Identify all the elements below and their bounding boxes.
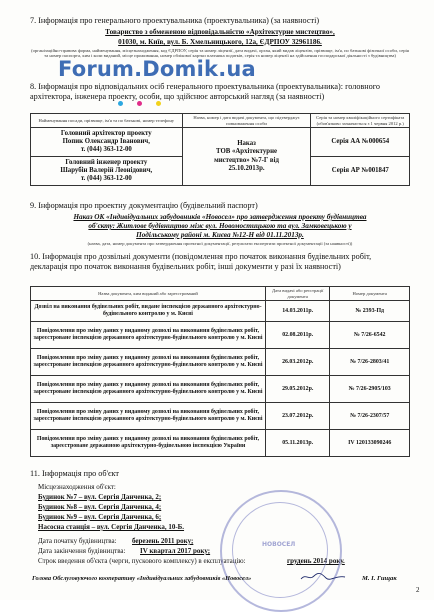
building-9: Будинок №9 – вул. Сергія Данченка, 6; <box>38 513 162 521</box>
section-10-heading: 10. Інформація про дозвільні документи (повідомлення про початок виконання будівельних робіт, декларація про початок виконання будівельних робіт, інші документи у разі їх наявності) <box>30 252 372 271</box>
color-dots <box>118 93 175 111</box>
permit-name: Повідомлення про зміну даних у виданому дозволі на виконання будівельних робіт, зареєстроване інспекцією державного архітектурно-будівельного контролю у м. Києві <box>31 376 266 403</box>
section-8-heading: 8. Інформація про відповідальних осіб генерального проектувальника (проектувальника): головного архітектора, інженера проекту, особи, що здійснює авторський нагляд (за наявності) <box>30 82 381 101</box>
page-number: 2 <box>416 586 420 594</box>
person-1-role: Головний архітектор проекту <box>60 129 152 137</box>
start-date-value: березень 2011 року; <box>132 537 194 545</box>
designer-address: 01030, м. Київ, вул. Б. Хмельницького, 12а, ЄДРПОУ 32961186. <box>118 38 322 46</box>
person-1-cell <box>31 128 183 157</box>
cert-1-cell: Серія АА №000654 <box>311 128 410 157</box>
end-date-label: Дата закінчення будівництва: <box>38 547 126 555</box>
permit-number: № 7/26-2307/57 <box>330 403 410 430</box>
permit-name: Повідомлення про зміну даних у виданому дозволі на виконання будівельних робіт, зареєстроване державною архітектурно-будівельною інспекцією України <box>31 430 266 457</box>
section-11-heading: 11. Інформація про об'єкт <box>30 469 119 478</box>
permit-name: Повідомлення про зміну даних у виданому дозволі на виконання будівельних робіт, зареєстроване інспекцією державного архітектурно-будівельного контролю у м. Києві <box>31 322 266 349</box>
section-9-heading: 9. Інформація про проектну документацію (будівельний паспорт) <box>30 201 258 210</box>
table-row <box>31 403 410 430</box>
table-row <box>31 430 410 457</box>
permit-name: Повідомлення про зміну даних у виданому дозволі на виконання будівельних робіт, зареєстроване інспекцією державного архітектурно-будівельного контролю у м. Києві <box>31 403 266 430</box>
permit-date: 14.03.2011р. <box>265 301 329 322</box>
order-line-3: мистецтво» №7-Г від <box>214 156 279 164</box>
person-2-phone: т. (044) 363-12-00 <box>80 175 132 183</box>
order-line-2: ТОВ «Архітектурне <box>216 148 278 156</box>
permits-header-name: Назва документа, ким виданий або зареєстрований <box>31 287 266 301</box>
section-7-heading: 7. Інформація про генерального проектувальника (проектувальника) (за наявності) <box>30 16 320 25</box>
person-1-phone: т. (044) 363-12-00 <box>80 146 132 154</box>
commissioning-label: Строк введення об'єкта (черги, пускового комплексу) в експлуатацію: <box>38 557 246 565</box>
project-doc-line-1: Наказ ОК «Індивідуальних забудовників «Новосел» про затвердження проекту будівництва <box>73 213 367 221</box>
permits-table <box>30 286 410 457</box>
person-2-role: Головний інженер проекту <box>65 158 148 166</box>
permit-date: 26.03.2012р. <box>265 349 329 376</box>
permit-number: № 7/26-6542 <box>330 322 410 349</box>
commissioning-value: грудень 2014 року. <box>287 557 345 565</box>
appointment-order-cell <box>182 128 311 186</box>
signature-line: Голова Обслуговуючого кооперативу «Індивідуальних забудовників «Новосел» <box>32 575 252 582</box>
location-label: Місцезнаходження об'єкт: <box>38 483 116 491</box>
handwritten-signature <box>300 572 346 582</box>
table-row <box>31 349 410 376</box>
project-doc-line-2: об'єкту: Житлове будівництво між вул. Новомостицькою та вул. Замковецькою у <box>88 222 352 230</box>
table-row <box>31 301 410 322</box>
person-1-name: Попик Олександр Іванович, <box>62 138 150 146</box>
building-8: Будинок №8 – вул. Сергія Данченка, 4; <box>38 503 162 511</box>
permits-header-date: Дата видачі або реєстрації документа <box>265 287 329 301</box>
permit-number: IV 120133090246 <box>330 430 410 457</box>
order-line-4: 25.10.2013р. <box>228 164 265 172</box>
table-row <box>31 322 410 349</box>
permit-date: 23.07.2012р. <box>265 403 329 430</box>
watermark-logo: Forum.Domik.ua <box>58 57 256 81</box>
pump-station: Насосна станція – вул. Сергія Данченка, 10-Б. <box>38 523 185 531</box>
table-header-position: Найменування посади, прізвище, ім'я та по батькові, номер телефону <box>31 114 183 128</box>
signatory-name: М. І. Гищак <box>362 575 397 582</box>
stamp-text: НОВОСЕЛ <box>262 541 296 548</box>
building-7: Будинок №7 – вул. Сергія Данченка, 2; <box>38 493 162 501</box>
permits-header-number: Номер документа <box>330 287 410 301</box>
section-7-note: (організаційно-правова форма, найменування, місцезнаходження, код ЄДРПОУ, серія та номер ліцензії, дата видачі, орган, який видав ліцензію, прізвище, ім'я, по батькові фізичної особи, серія та номер паспорта, ким і коли виданий, місце проживання, номер облікової картки платника податків, серія та номер ліцензії на здійснення господарської діяльності з будівництва) <box>31 48 409 59</box>
project-doc-line-3: Подільському районі м. Києва №12-Н від 01.11.2013р. <box>136 231 304 239</box>
end-date-value: IV квартал 2017 року; <box>140 547 211 555</box>
designer-name: Товариство з обмеженою відповідальністю «Архітектурне мистецтво», <box>105 28 335 36</box>
official-seal-stamp <box>220 490 342 612</box>
permit-name: Дозвіл на виконання будівельних робіт, видане інспекцією державного архітектурно-будівельного контролю у м. Києві <box>31 301 266 322</box>
permit-date: 29.05.2012р. <box>265 376 329 403</box>
table-header-document: Назва, номер і дата видачі документа, що підтверджує повноваження особи <box>182 114 311 128</box>
permit-date: 05.11.2013р. <box>265 430 329 457</box>
responsible-persons-table <box>30 113 410 186</box>
permit-name: Повідомлення про зміну даних у виданому дозволі на виконання будівельних робіт, зареєстроване інспекцією державного архітектурно-будівельного контролю у м. Києві <box>31 349 266 376</box>
permit-number: № 2393-Пд <box>330 301 410 322</box>
person-2-cell <box>31 157 183 186</box>
permit-number: № 7/26-2905/103 <box>330 376 410 403</box>
table-header-certificate: Серія та номер кваліфікаційного сертифіката (обов'язково зазначається з 1 червня 2012 р.) <box>311 114 410 128</box>
permit-date: 02.08.2011р. <box>265 322 329 349</box>
cert-2-cell: Серія АР №001847 <box>311 157 410 186</box>
person-2-name: Шарубін Валерій Леонідович, <box>60 167 153 175</box>
section-9-note: (назва, дата, номер документа про затвердження проектної документації, результати експертизи проектної документації (за наявності)) <box>87 241 353 246</box>
start-date-label: Дата початку будівництва: <box>38 537 117 545</box>
table-row <box>31 376 410 403</box>
permit-number: № 7/26-2803/41 <box>330 349 410 376</box>
order-line-1: Наказ <box>237 140 256 148</box>
